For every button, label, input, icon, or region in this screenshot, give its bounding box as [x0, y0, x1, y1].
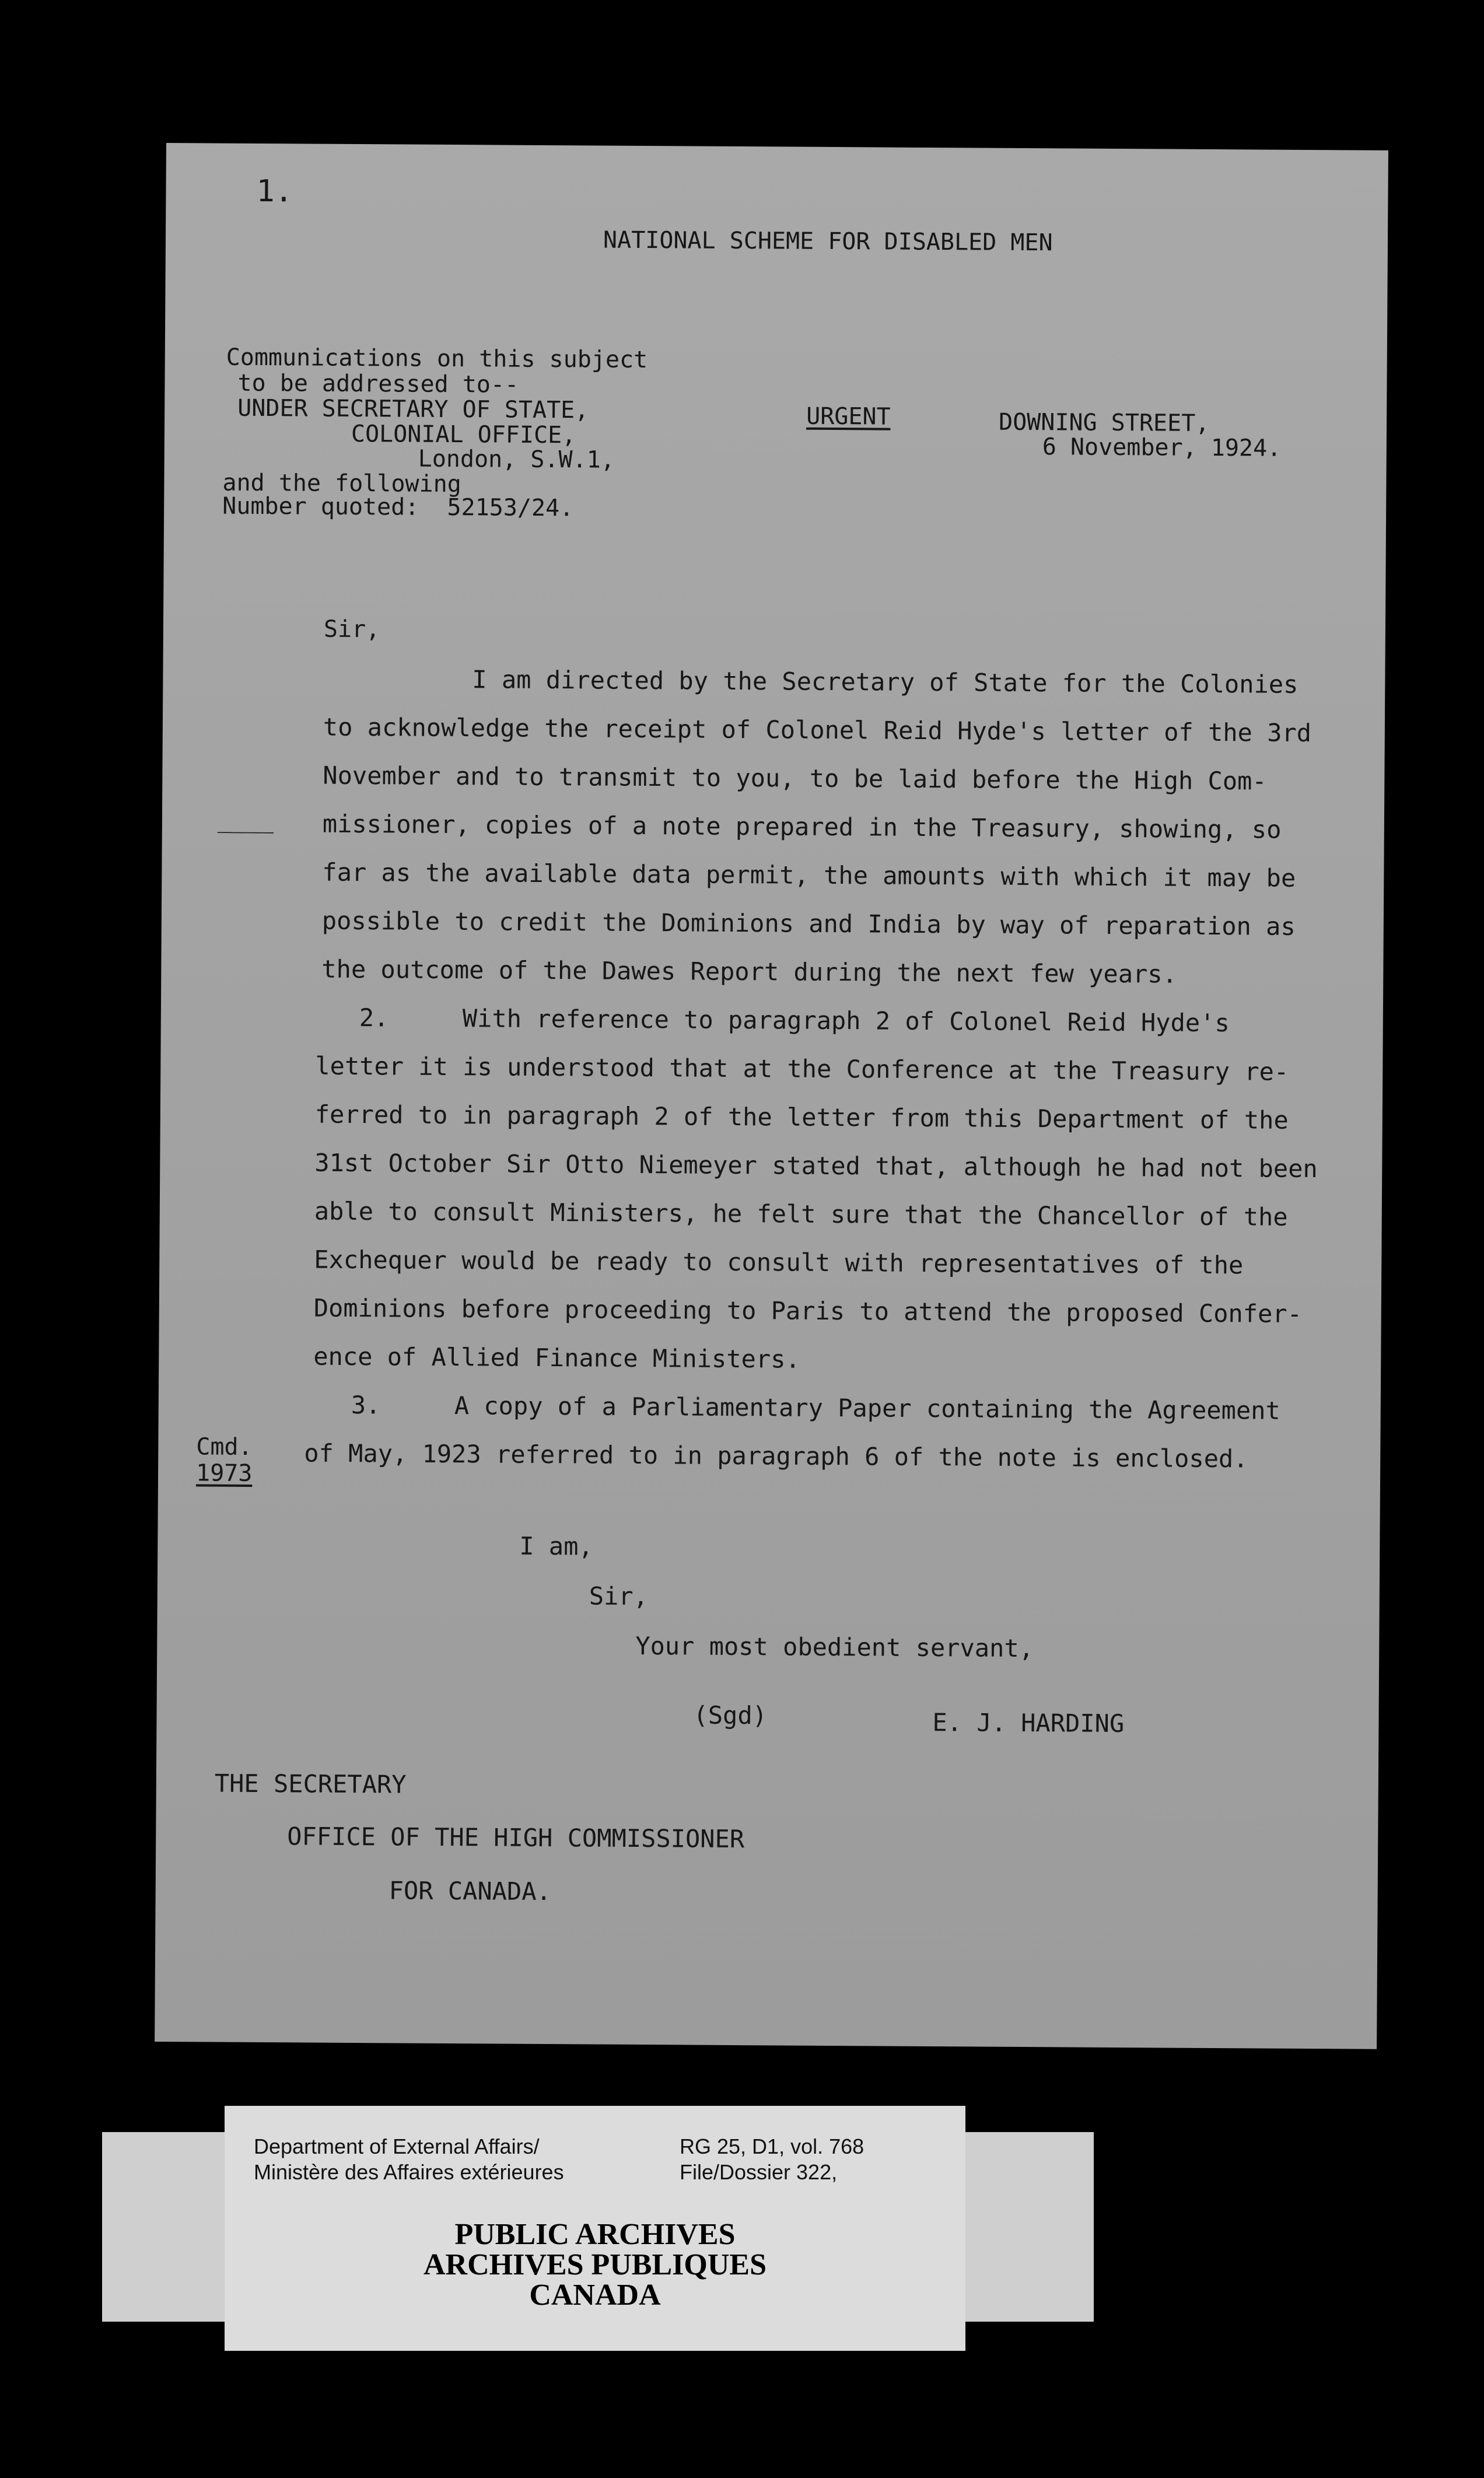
body-line: Exchequer would be ready to consult with representatives of the: [314, 1245, 1244, 1280]
body-line: to acknowledge the receipt of Colonel Reid Hyde's letter of the 3rd: [323, 712, 1312, 748]
body-line: of May, 1923 referred to in paragraph 6 of the note is enclosed.: [304, 1438, 1248, 1474]
urgent-label: URGENT: [806, 402, 891, 430]
recipient-line: THE SECRETARY: [214, 1769, 407, 1799]
archive-dept-en: Department of External Affairs/: [254, 2134, 540, 2158]
body-line: letter it is understood that at the Conference at the Treasury re-: [315, 1051, 1289, 1086]
body-line: 2. With reference to paragraph 2 of Colonel Reid Hyde's: [359, 1003, 1230, 1038]
body-line: I am directed by the Secretary of State for the Colonies: [472, 665, 1298, 699]
margin-cmd-number: 1973: [195, 1460, 253, 1487]
recipient-line: OFFICE OF THE HIGH COMMISSIONER: [287, 1822, 745, 1854]
signatory: E. J. HARDING: [932, 1708, 1125, 1738]
archive-stamp: [225, 2220, 965, 2311]
body-line: far as the available data permit, the amounts with which it may be: [322, 858, 1296, 892]
address-line: Number quoted: 52153/24.: [222, 492, 574, 522]
archive-stamp-line: PUBLIC ARCHIVES: [454, 2218, 736, 2251]
body-line: the outcome of the Dawes Report during the next few years.: [321, 954, 1178, 989]
letter-date: 6 November, 1924.: [1042, 433, 1282, 462]
body-line: ence of Allied Finance Ministers.: [313, 1342, 800, 1374]
closing-line: Your most obedient servant,: [635, 1631, 1034, 1663]
closing-line: I am,: [519, 1531, 593, 1561]
address-line: to be addressed to--: [237, 369, 519, 398]
archive-stamp-line: ARCHIVES PUBLIQUES: [423, 2248, 767, 2281]
archive-dept-fr: Ministère des Affaires extérieures: [254, 2160, 564, 2184]
body-line: 31st October Sir Otto Niemeyer stated that, although he had not been: [314, 1148, 1318, 1184]
archive-label: [225, 2106, 965, 2351]
address-line: Communications on this subject: [226, 344, 648, 374]
body-line: November and to transmit to you, to be laid before the High Com-: [323, 761, 1267, 796]
letter-place: DOWNING STREET,: [998, 408, 1210, 437]
body-line: ferred to in paragraph 2 of the letter from this Department of the: [314, 1100, 1289, 1135]
body-line: able to consult Ministers, he felt sure that the Chancellor of the: [314, 1196, 1288, 1231]
signed-marker: (Sgd): [693, 1700, 768, 1730]
address-line: COLONIAL OFFICE,: [351, 420, 576, 449]
archive-stamp-line: CANADA: [529, 2278, 661, 2312]
letter-heading: NATIONAL SCHEME FOR DISABLED MEN: [603, 226, 1053, 257]
body-line: missioner, copies of a note prepared in the Treasury, showing, so: [322, 809, 1282, 844]
margin-cmd-label: Cmd.: [196, 1433, 253, 1461]
margin-dash: ____: [217, 806, 274, 834]
salutation: Sir,: [323, 615, 380, 643]
page-number: 1.: [256, 173, 293, 209]
address-line: UNDER SECRETARY OF STATE,: [237, 394, 589, 424]
body-line: Dominions before proceeding to Paris to attend the proposed Confer-: [313, 1293, 1303, 1328]
closing-line: Sir,: [589, 1581, 649, 1611]
archive-reference: RG 25, D1, vol. 768: [680, 2134, 864, 2158]
address-line: and the following: [222, 469, 461, 498]
body-line: possible to credit the Dominions and India by way of reparation as: [321, 906, 1296, 941]
archive-file: File/Dossier 322,: [680, 2160, 838, 2184]
body-line: 3. A copy of a Parliamentary Paper containing the Agreement: [351, 1390, 1280, 1425]
address-line: London, S.W.1,: [418, 445, 615, 474]
recipient-line: FOR CANADA.: [388, 1876, 552, 1906]
letter-page: [155, 143, 1388, 2049]
